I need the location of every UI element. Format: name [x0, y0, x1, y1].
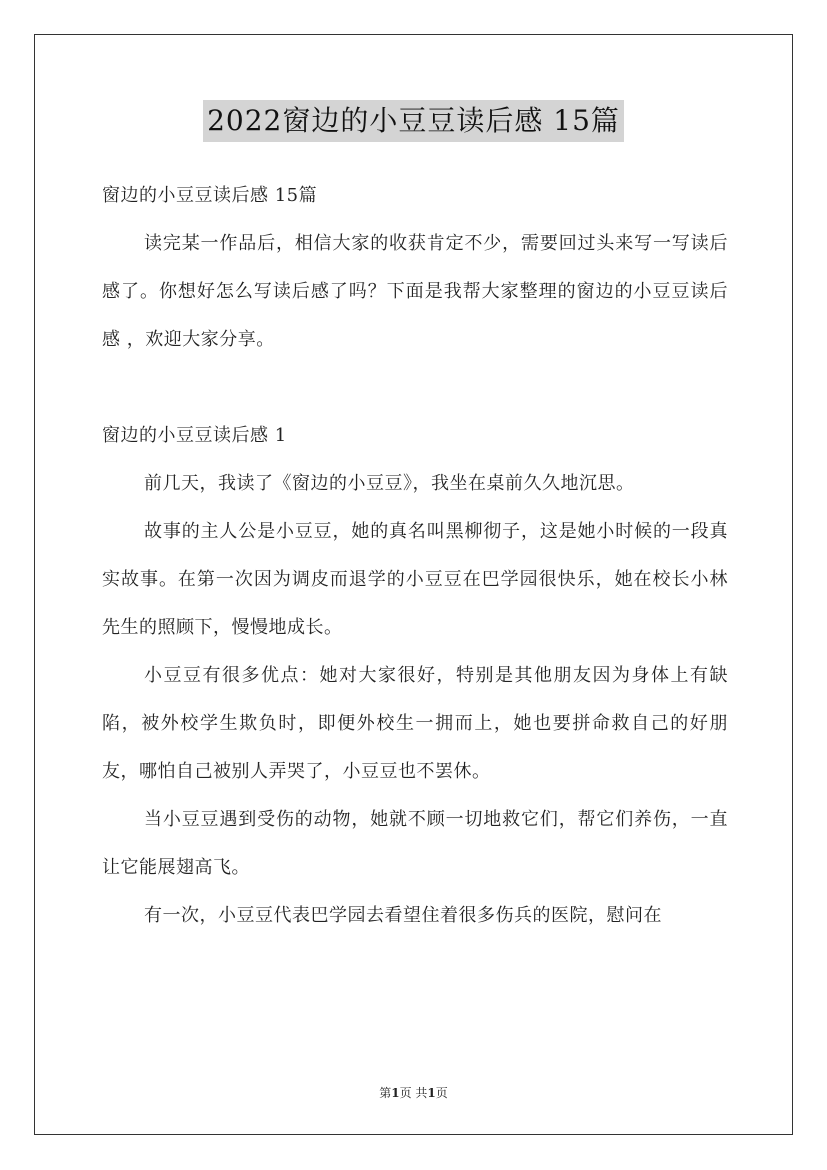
body-paragraph: 当小豆豆遇到受伤的动物，她就不顾一切地救它们，帮它们养伤，一直让它能展翅高飞。 [102, 809, 728, 878]
page-footer [0, 1084, 827, 1101]
subtitle: 窗边的小豆豆读后感 15篇 [102, 185, 318, 206]
footer-page-number: 1 [391, 1086, 400, 1100]
title-wrapper [0, 100, 827, 142]
footer-suffix: 页 [435, 1086, 448, 1100]
footer-mid: 页 共 [399, 1086, 428, 1100]
body-paragraph: 小豆豆有很多优点：她对大家很好，特别是其他朋友因为身体上有缺陷，被外校学生欺负时，即便外校生一拥而上，她也要拼命救自己的好朋友，哪怕自己被别人弄哭了，小豆豆也不罢休。 [102, 665, 728, 782]
section-heading: 窗边的小豆豆读后感 1 [102, 425, 287, 446]
intro-paragraph: 读完某一作品后，相信大家的收获肯定不少，需要回过头来写一写读后感了。你想好怎么写读后感了吗？下面是我帮大家整理的窗边的小豆豆读后感 ，欢迎大家分享。 [102, 233, 728, 350]
footer-page-total: 1 [427, 1086, 436, 1100]
document-title: 2022窗边的小豆豆读后感 15篇 [203, 100, 624, 142]
body-paragraph: 故事的主人公是小豆豆，她的真名叫黑柳彻子，这是她小时候的一段真实故事。在第一次因为调皮而退学的小豆豆在巴学园很快乐，她在校长小林先生的照顾下，慢慢地成长。 [102, 521, 728, 638]
body-paragraph: 有一次，小豆豆代表巴学园去看望住着很多伤兵的医院，慰问在 [144, 905, 662, 926]
body-paragraph: 前几天，我读了《窗边的小豆豆》，我坐在桌前久久地沉思。 [144, 473, 635, 494]
footer-prefix: 第 [379, 1086, 392, 1100]
document-body [102, 172, 728, 940]
